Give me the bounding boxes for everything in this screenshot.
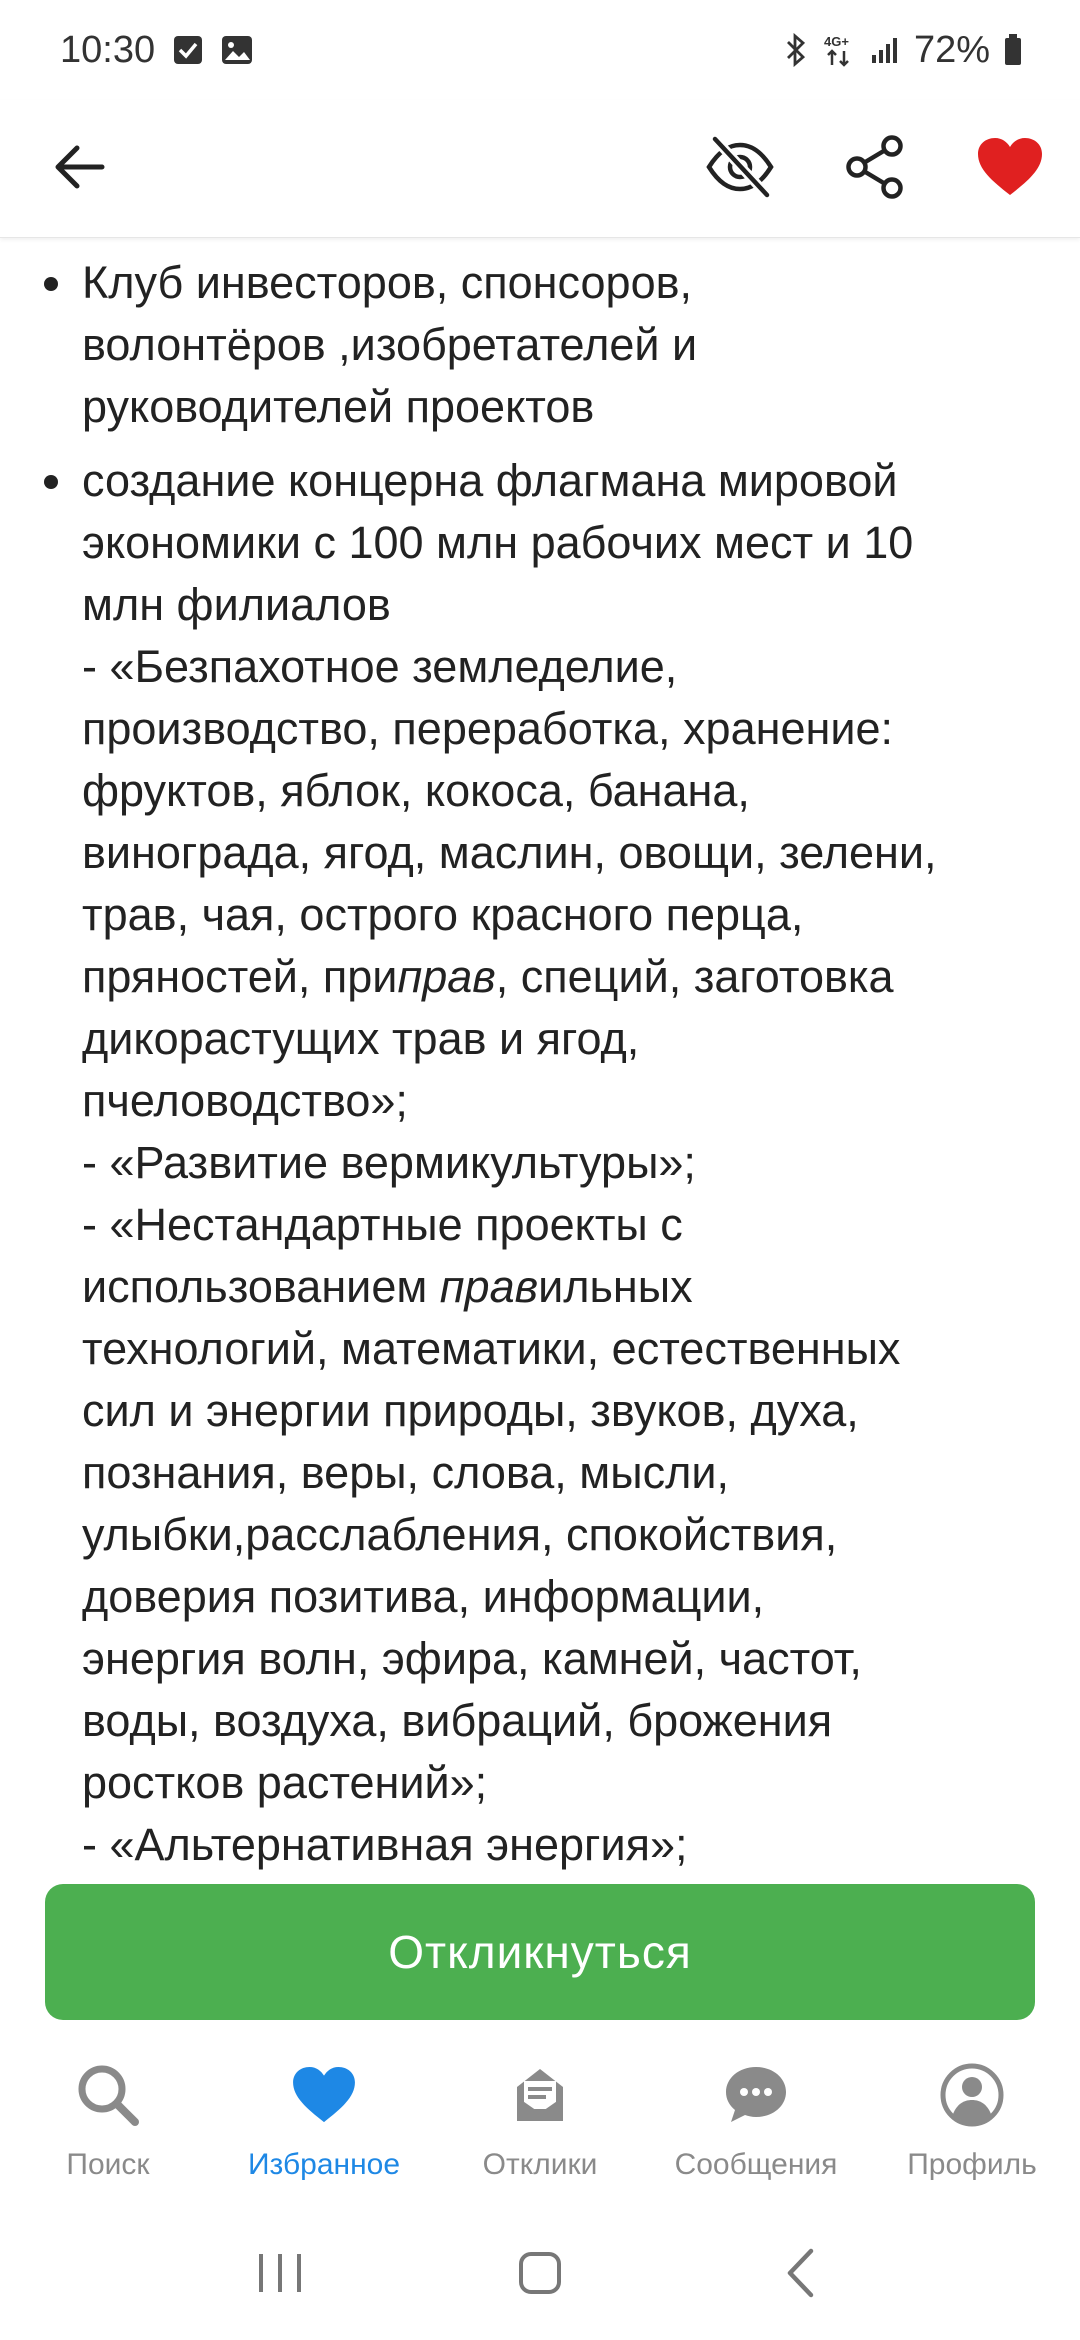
text-line: фруктов, яблок, кокоса, банана, [82,765,750,816]
nav-label: Сообщения [674,2148,838,2181]
text-line: - «Развитие вермикультуры»; [82,1137,696,1188]
bottom-navigation [0,2050,1080,2210]
text-line: технологий, математики, естественных [82,1323,901,1374]
status-right [784,29,1022,72]
nav-item-favorites[interactable] [216,2050,432,2210]
responses-icon [507,2050,573,2140]
nav-item-profile[interactable] [864,2050,1080,2210]
network-type-icon [822,32,856,68]
status-time: 10:30 [60,28,156,71]
eye-off-icon [705,135,775,204]
status-bar [0,0,1080,100]
share-button[interactable] [820,100,930,238]
text-line: экономики с 100 млн рабочих мест и 10 [82,517,914,568]
system-navigation [0,2210,1080,2340]
text-fragment: , специй, заготовка [495,951,894,1002]
nav-item-search[interactable] [0,2050,216,2210]
text-line: волонтёров ,изобретателей и [82,319,698,370]
list-item [0,450,1080,1876]
text-line: улыбки,расслабления, спокойствия, [82,1509,838,1560]
text-line: - «Безпахотное земледелие, [82,641,678,692]
heart-icon [291,2050,357,2140]
text-line [82,1256,1040,1318]
text-fragment: ильных [538,1261,693,1312]
text-line: трав, чая, острого красного перца, [82,889,804,940]
text-line: винограда, ягод, маслин, овощи, зелени, [82,827,937,878]
description-list [0,252,1080,1876]
respond-button[interactable]: Откликнуться [45,1884,1035,2020]
system-back-button[interactable] [740,2235,860,2315]
favorite-button[interactable] [955,100,1065,238]
nav-label: Поиск [66,2148,150,2181]
list-item [0,252,1080,438]
checkbox-notification-icon [173,35,203,65]
hide-button[interactable] [685,100,795,238]
text-fragment: использованием [82,1261,440,1312]
gallery-notification-icon [221,35,253,65]
text-line: познания, веры, слова, мысли, [82,1447,729,1498]
profile-icon [939,2050,1005,2140]
home-button[interactable] [480,2235,600,2315]
recents-icon [257,2252,303,2299]
vacancy-description [0,240,1080,1880]
nav-label: Избранное [247,2148,401,2181]
text-line [82,946,1040,1008]
heart-icon [976,137,1044,202]
back-chevron-icon [785,2248,815,2303]
signal-icon [870,35,900,65]
italic-fragment: прав [397,951,496,1002]
battery-icon [1004,34,1022,66]
text-line: пчеловодство»; [82,1075,408,1126]
recents-button[interactable] [220,2235,340,2315]
text-line: энергия волн, эфира, камней, частот, [82,1633,862,1684]
chat-icon [723,2050,789,2140]
home-icon [518,2251,562,2300]
share-icon [844,134,906,205]
text-line: воды, воздуха, вибраций, брожения [82,1695,833,1746]
nav-item-messages[interactable] [648,2050,864,2210]
italic-fragment: прав [439,1261,539,1312]
text-line: млн филиалов [82,579,391,630]
text-line: Клуб инвесторов, спонсоров, [82,257,693,308]
nav-label: Отклики [482,2148,598,2181]
text-line: дикорастущих трав и ягод, [82,1013,640,1064]
nav-label: Профиль [907,2148,1037,2181]
app-bar [0,100,1080,238]
svg-text:4G+: 4G+ [823,34,849,49]
text-fragment: пряностей, при [82,951,398,1002]
text-line: создание концерна флагмана мировой [82,455,898,506]
arrow-left-icon [52,144,106,195]
status-left [60,29,253,72]
text-line: производство, переработка, хранение: [82,703,894,754]
text-line: руководителей проектов [82,381,595,432]
search-icon [75,2050,141,2140]
battery-percent: 72% [913,28,990,71]
text-line: доверия позитива, информации, [82,1571,765,1622]
text-line: - «Альтернативная энергия»; [82,1819,688,1870]
nav-item-responses[interactable] [432,2050,648,2210]
text-line: сил и энергии природы, звуков, духа, [82,1385,859,1436]
back-button[interactable] [24,100,134,238]
text-line: - «Нестандартные проекты с [82,1199,683,1250]
text-line: ростков растений»; [82,1757,488,1808]
bluetooth-icon [784,33,808,67]
